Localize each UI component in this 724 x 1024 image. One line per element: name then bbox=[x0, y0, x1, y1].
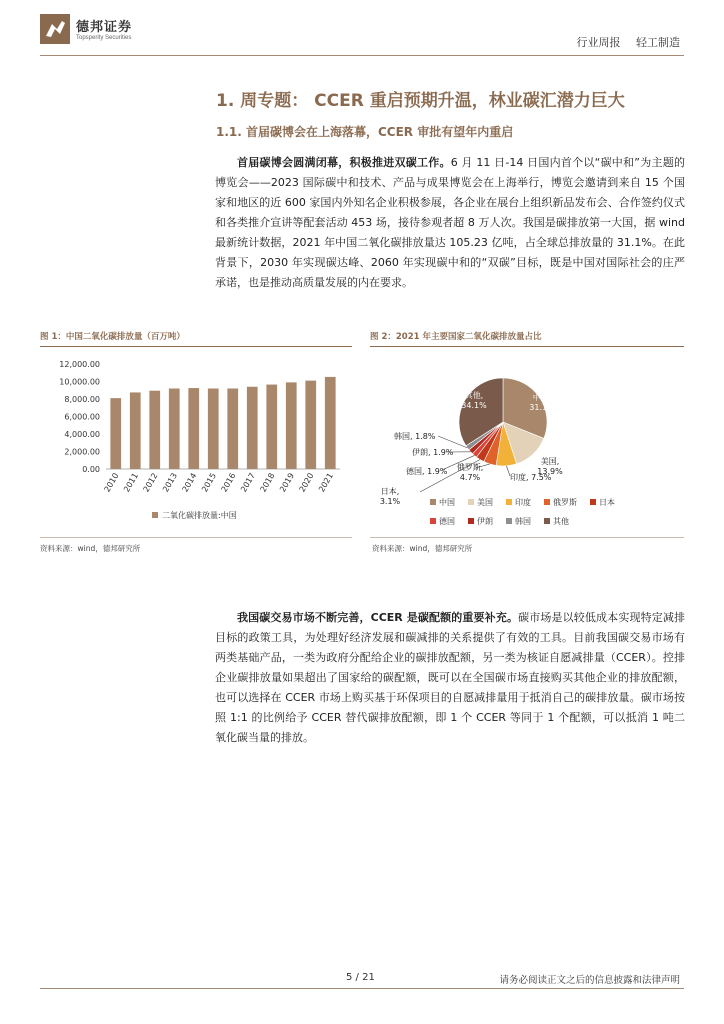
paragraph-body: 碳市场是以较低成本实现特定减排目标的政策工具，为处理好经济发展和碳减排的关系提供了有效的工具。目前我国碳交易市场有两类基础产品，一类为政府分配给企业的碳排放配额，另一类为核证自愿减排量（CCER）。控排企业碳排放量如果超出了国家给的碳配额，既可以在全国碳市场直接购买其他企业的排放配额，也可以选择在 CCER 市场上购买基于环保项目的自愿减排量用于抵消自己的碳排放量。碳市场按照 1:1 的比例给予 CCER 替代碳排放配额，即 1 个 CCER 等同于 1 个配额，可以抵消 1 吨二氧化碳当量的排放。 bbox=[215, 611, 685, 744]
x-tick-label: 2015 bbox=[200, 471, 218, 494]
y-tick-label: 12,000.00 bbox=[59, 360, 100, 369]
slice-label: 伊朗, 1.9% bbox=[412, 448, 454, 457]
bar-2016 bbox=[227, 389, 238, 470]
header-divider bbox=[40, 55, 684, 56]
y-tick-label: 6,000.00 bbox=[64, 412, 100, 422]
report-tags bbox=[565, 34, 681, 50]
bar-2015 bbox=[208, 389, 219, 470]
bar-2021 bbox=[325, 377, 336, 469]
slice-label: 印度, 7.5% bbox=[510, 473, 552, 482]
x-tick-label: 2013 bbox=[161, 471, 179, 494]
x-tick-label: 2018 bbox=[258, 471, 277, 494]
y-tick-label: 0.00 bbox=[82, 465, 100, 474]
figure2-source: 资料来源：wind，德邦研究所 bbox=[372, 544, 473, 553]
figure1-bottom-rule bbox=[40, 537, 352, 538]
bar-2011 bbox=[130, 392, 141, 469]
x-tick-label: 2020 bbox=[297, 471, 316, 494]
figure1-top-rule bbox=[40, 346, 352, 347]
legend-swatch-其他 bbox=[544, 518, 550, 524]
bar-2018 bbox=[266, 385, 277, 469]
slice-label: 美国, 13.9% bbox=[537, 457, 563, 476]
x-tick-label: 2012 bbox=[141, 471, 160, 494]
paragraph-lead: 我国碳交易市场不断完善，CCER 是碳配额的重要补充。 bbox=[237, 611, 519, 624]
x-tick-label: 2021 bbox=[317, 471, 335, 494]
legend-swatch-中国 bbox=[430, 499, 436, 505]
co2-emission-bar-chart bbox=[40, 352, 352, 532]
legend-label: 二氧化碳排放量:中国 bbox=[162, 511, 237, 520]
bar-2014 bbox=[188, 388, 199, 469]
bar-2013 bbox=[169, 389, 180, 470]
paragraph-lead: 首届碳博会圆满闭幕，积极推进双碳工作。 bbox=[237, 156, 451, 169]
legend-label: 中国 bbox=[439, 498, 455, 507]
logo-mark-icon bbox=[40, 14, 70, 44]
legend-swatch-美国 bbox=[468, 499, 474, 505]
x-tick-label: 2017 bbox=[239, 471, 257, 494]
bar-2012 bbox=[149, 391, 160, 469]
legend-swatch-德国 bbox=[430, 518, 436, 524]
legend-swatch-印度 bbox=[506, 499, 512, 505]
legend-label: 伊朗 bbox=[477, 517, 493, 526]
figure1-title: 图 1：中国二氧化碳排放量（百万吨） bbox=[40, 332, 185, 342]
slice-label: 德国, 1.9% bbox=[406, 467, 448, 476]
slice-label: 其他, 34.1% bbox=[461, 391, 487, 410]
y-tick-label: 8,000.00 bbox=[64, 395, 100, 404]
bar-2017 bbox=[247, 387, 258, 469]
logo-english: Topsperity Securities bbox=[76, 35, 132, 41]
logo bbox=[40, 14, 160, 50]
slice-label: 中国, 31.1% bbox=[529, 393, 555, 412]
figure2-bottom-rule bbox=[370, 537, 684, 538]
subsection-heading: 1.1. 首届碳博会在上海落幕，CCER 审批有望年内重启 bbox=[216, 125, 514, 139]
x-tick-label: 2016 bbox=[219, 471, 238, 494]
paragraph-ccer-market bbox=[215, 608, 685, 748]
x-tick-label: 2014 bbox=[180, 471, 199, 494]
legend-swatch bbox=[152, 512, 158, 518]
bar-2019 bbox=[286, 382, 297, 469]
y-tick-label: 10,000.00 bbox=[59, 377, 100, 387]
figure2-title: 图 2：2021 年主要国家二氧化碳排放量占比 bbox=[370, 332, 542, 342]
legend-label: 其他 bbox=[553, 517, 569, 526]
x-tick-label: 2010 bbox=[102, 471, 121, 494]
figure1-source: 资料来源：wind，德邦研究所 bbox=[40, 544, 141, 553]
legend-label: 日本 bbox=[599, 498, 615, 507]
section-heading: 1. 周专题： CCER 重启预期升温，林业碳汇潜力巨大 bbox=[216, 91, 625, 111]
slice-label: 日本, 3.1% bbox=[379, 487, 401, 506]
figure2-top-rule bbox=[370, 346, 684, 347]
legend-swatch-韩国 bbox=[506, 518, 512, 524]
footer-divider bbox=[40, 988, 684, 989]
report-type: 行业周报 bbox=[576, 36, 621, 49]
industry: 轻工制造 bbox=[636, 36, 680, 49]
y-tick-label: 2,000.00 bbox=[64, 447, 100, 457]
co2-share-pie-chart bbox=[370, 352, 684, 536]
disclaimer-note: 请务必阅读正文之后的信息披露和法律声明 bbox=[499, 975, 680, 986]
x-tick-label: 2011 bbox=[122, 471, 140, 494]
legend-label: 印度 bbox=[515, 498, 531, 507]
x-tick-label: 2019 bbox=[278, 471, 296, 494]
legend-label: 美国 bbox=[477, 498, 493, 507]
legend-label: 韩国 bbox=[515, 517, 531, 526]
bar-2010 bbox=[110, 398, 121, 469]
legend-swatch-伊朗 bbox=[468, 518, 474, 524]
logo-name: 德邦证券 bbox=[76, 20, 133, 35]
paragraph-body: 6 月 11 日-14 日国内首个以“碳中和”为主题的博览会——2023 国际碳中和技术、产品与成果博览会在上海举行，博览会邀请到来自 15 个国家和地区的近 600 家国内外知名企业积极参展，各企业在展台上组织新品发布会、合作签约仪式和各类推介宣讲等配套活动 453 场，接待参观者超 8 万人次。我国是碳排放第一大国，据 wind 最新统计数据，2021 年中国二氧化碳排放量达 105.23 亿吨，占全球总排放量的 31.1%。在此背景下，2030 年实现碳达峰、2060 年实现碳中和的“双碳”目标，既是中国对国际社会的庄严承诺，也是推动高质量发展的内在要求。 bbox=[215, 156, 685, 289]
legend-label: 德国 bbox=[439, 517, 455, 526]
y-tick-label: 4,000.00 bbox=[64, 430, 100, 439]
paragraph-carbon-expo bbox=[215, 153, 685, 293]
legend-swatch-俄罗斯 bbox=[544, 499, 550, 505]
page-number: 5 / 21 bbox=[346, 972, 375, 983]
bar-2020 bbox=[305, 381, 316, 469]
slice-label: 韩国, 1.8% bbox=[394, 432, 436, 441]
legend-swatch-日本 bbox=[590, 499, 596, 505]
legend-label: 俄罗斯 bbox=[553, 498, 577, 507]
slice-label: 俄罗斯, 4.7% bbox=[456, 463, 484, 482]
